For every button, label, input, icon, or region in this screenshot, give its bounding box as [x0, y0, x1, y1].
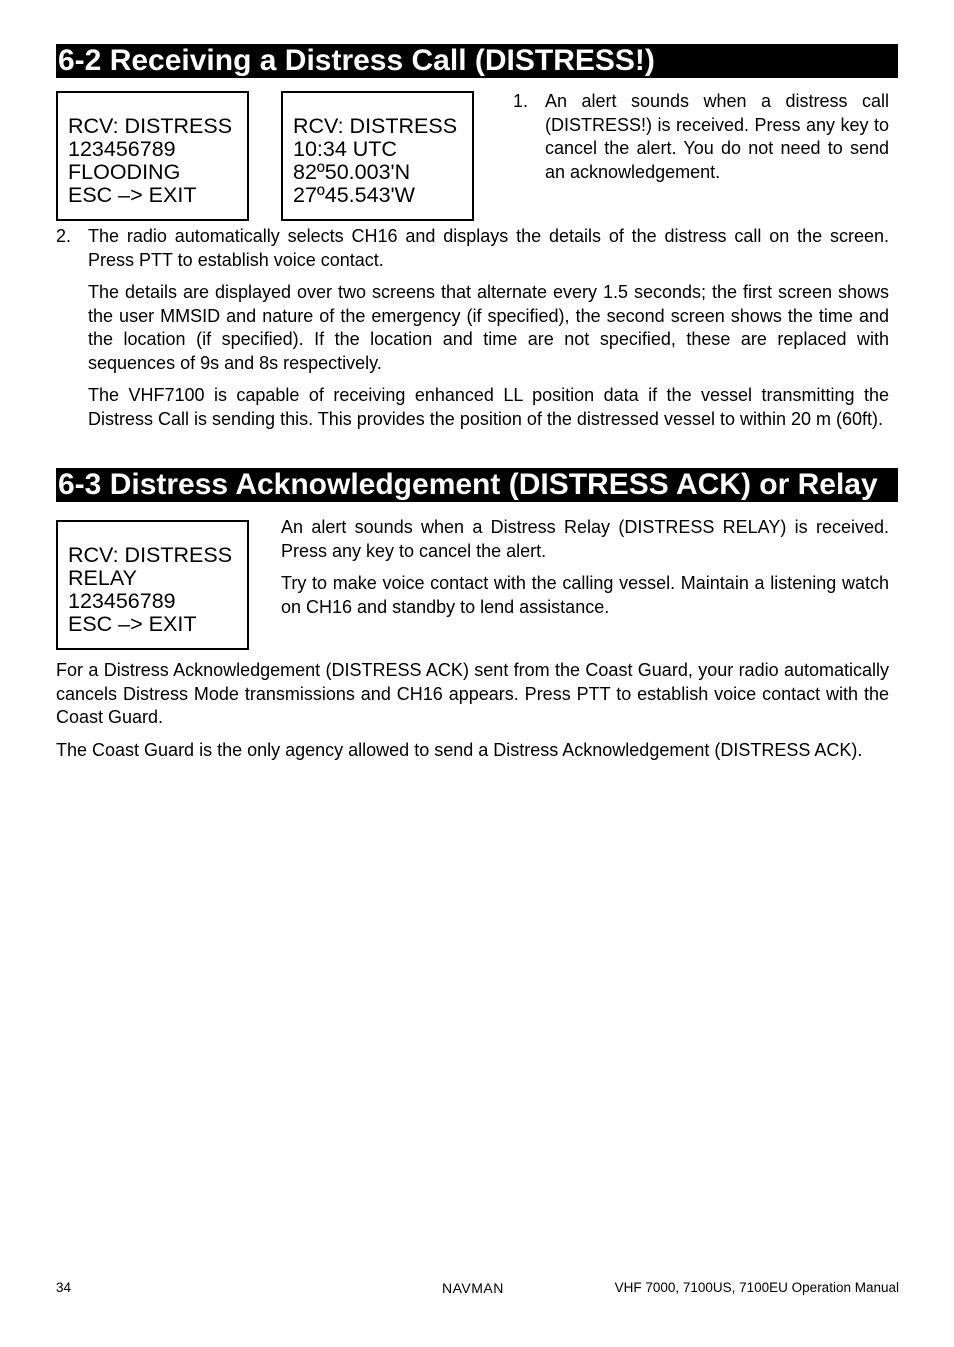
relay-alert-paragraph: An alert sounds when a Distress Relay (DISTRESS RELAY) is received. Press any key to cancel the alert.	[281, 517, 889, 561]
lcd-line: RCV: DISTRESS	[68, 114, 233, 138]
brand-logo: NAVMAN	[442, 1280, 504, 1296]
lcd-screen-distress-relay	[56, 520, 249, 650]
coast-guard-paragraph: The Coast Guard is the only agency allowed to send a Distress Acknowledgement (DISTRESS ACK).	[56, 740, 863, 760]
lcd-line: FLOODING	[68, 160, 181, 184]
lcd-line: 10:34 UTC	[293, 137, 397, 161]
lcd-line: 27º45.543'W	[293, 183, 415, 207]
lcd-line: RCV: DISTRESS	[293, 114, 458, 138]
lcd-line: 123456789	[68, 589, 176, 613]
step-number: 2.	[56, 226, 72, 246]
lcd-line: 82º50.003'N	[293, 160, 411, 184]
step-2-details-paragraph: The details are displayed over two screens that alternate every 1.5 seconds; the first screen shows the user MMSID and nature of the emergency (if specified), the second screen shows the time and the location (if specified). If the location and time are not specified, these are replaced with sequences of 9s and 8s respectively.	[88, 282, 889, 373]
manual-title: VHF 7000, 7100US, 7100EU Operation Manual	[614, 1280, 899, 1295]
section-heading-6-3: 6-3 Distress Acknowledgement (DISTRESS ACK) or Relay	[56, 468, 898, 502]
lcd-line: RCV: DISTRESS	[68, 543, 233, 567]
lcd-line: 123456789	[68, 137, 176, 161]
voice-contact-paragraph: Try to make voice contact with the calling vessel. Maintain a listening watch on CH16 and standby to lend assistance.	[281, 573, 889, 617]
step-text: The radio automatically selects CH16 and displays the details of the distress call on the screen. Press PTT to establish voice contact.	[88, 226, 889, 270]
step-number: 1.	[513, 91, 529, 111]
step-1	[513, 90, 889, 184]
distress-ack-paragraph: For a Distress Acknowledgement (DISTRESS ACK) sent from the Coast Guard, your radio automatically cancels Distress Mode transmissions and CH16 appears. Press PTT to establish voice contact with the Coast Guard.	[56, 660, 889, 728]
step-2	[56, 225, 889, 272]
lcd-line: ESC –> EXIT	[68, 183, 197, 207]
lcd-line: ESC –> EXIT	[68, 612, 197, 636]
lcd-line: RELAY	[68, 566, 137, 590]
step-text: An alert sounds when a distress call (DISTRESS!) is received. Press any key to cancel the alert. You do not need to send an acknowledgement.	[545, 91, 889, 182]
page-number: 34	[56, 1280, 72, 1295]
section-heading-6-2: 6-2 Receiving a Distress Call (DISTRESS!)	[56, 44, 898, 78]
step-2-enhanced-position-paragraph: The VHF7100 is capable of receiving enhanced LL position data if the vessel transmitting the Distress Call is sending this. This provides the position of the distressed vessel to within 20 m (60ft).	[88, 385, 889, 429]
lcd-screen-distress-position	[281, 91, 474, 221]
lcd-screen-distress-details	[56, 91, 249, 221]
